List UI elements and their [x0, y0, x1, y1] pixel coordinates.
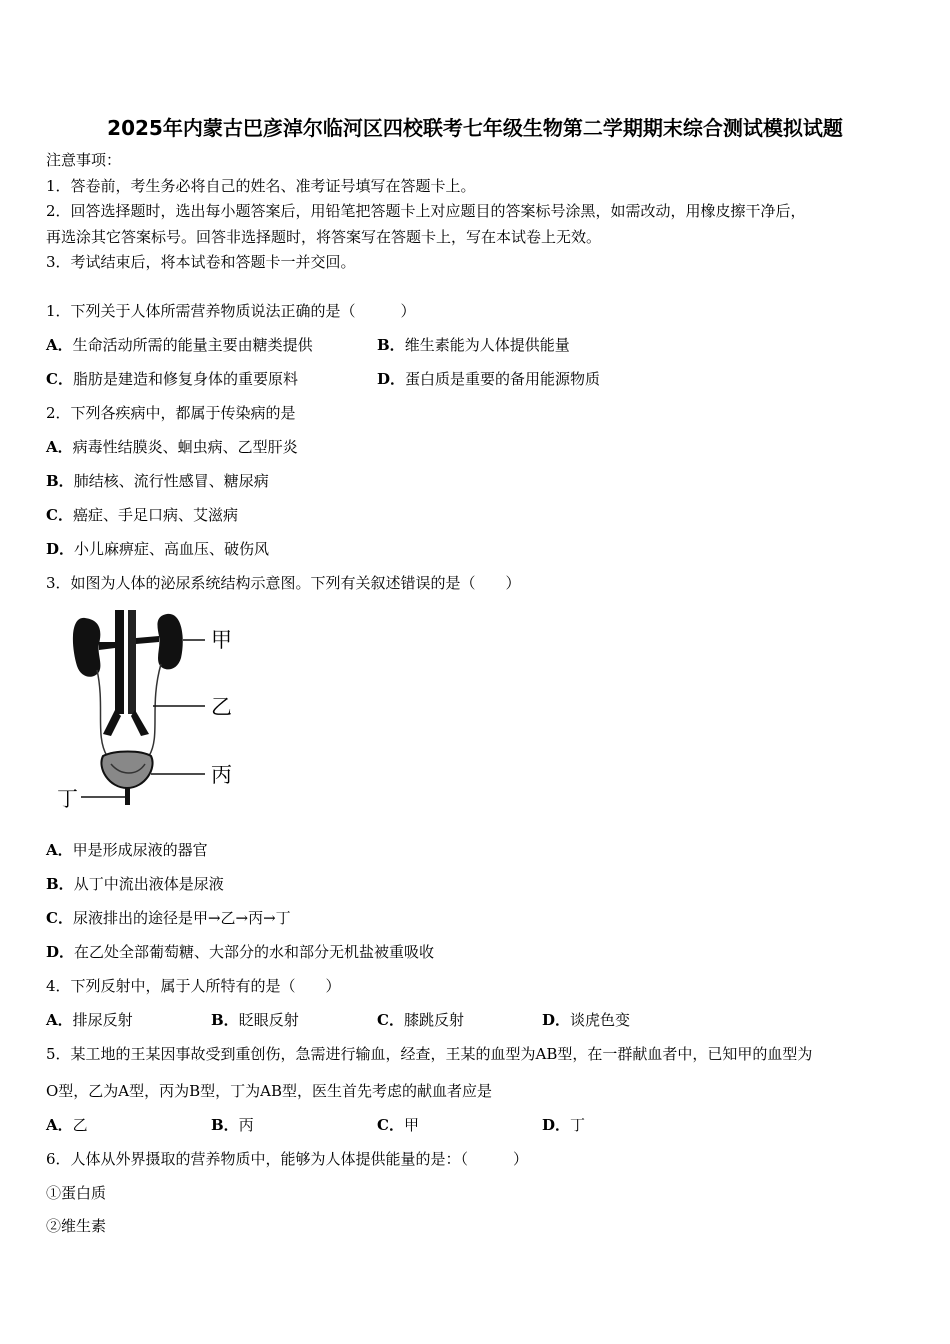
q4-option-a: A．排尿反射 [46, 1011, 133, 1029]
q1-option-a: A．生命活动所需的能量主要由糖类提供 [46, 336, 313, 354]
q2-option-a: A．病毒性结膜炎、蛔虫病、乙型肝炎 [46, 438, 298, 456]
notice-item: 1．答卷前，考生务必将自己的姓名、准考证号填写在答题卡上。 [46, 177, 476, 195]
right-kidney [157, 614, 182, 670]
notice-heading: 注意事项： [46, 151, 122, 169]
label-yi: 乙 [211, 695, 232, 719]
question-6-stem: 6．人体从外界摄取的营养物质中，能够为人体提供能量的是：（ ） [46, 1150, 529, 1168]
q5-option-c: C．甲 [377, 1116, 419, 1134]
question-2-stem: 2．下列各疾病中，都属于传染病的是 [46, 404, 296, 422]
left-kidney [73, 618, 101, 677]
notice-item: 2．回答选择题时，选出每小题答案后，用铅笔把答题卡上对应题目的答案标号涂黑，如需改动，用橡皮擦干净后， [46, 202, 806, 220]
notice-item: 再选涂其它答案标号。回答非选择题时，将答案写在答题卡上，写在本试卷上无效。 [46, 228, 602, 246]
q3-option-b: B．从丁中流出液体是尿液 [46, 875, 224, 893]
q2-option-b: B．肺结核、流行性感冒、糖尿病 [46, 472, 269, 490]
q1-option-c: C．脂肪是建造和修复身体的重要原料 [46, 370, 298, 388]
notice-item: 3．考试结束后，将本试卷和答题卡一并交回。 [46, 253, 356, 271]
urinary-system-diagram [45, 606, 245, 816]
q6-item: ②维生素 [46, 1217, 107, 1235]
question-5-stem-line-2: O型，乙为A型，丙为B型，丁为AB型，医生首先考虑的献血者应是 [46, 1082, 493, 1100]
q2-option-c: C．癌症、手足口病、艾滋病 [46, 506, 238, 524]
bladder [101, 752, 152, 789]
question-1-stem: 1．下列关于人体所需营养物质说法正确的是（ ） [46, 302, 416, 320]
q5-option-b: B．丙 [211, 1116, 254, 1134]
q6-item: ①蛋白质 [46, 1184, 107, 1202]
q5-option-a: A．乙 [46, 1116, 88, 1134]
page-title: 2025年内蒙古巴彦淖尔临河区四校联考七年级生物第二学期期末综合测试模拟试题 [107, 116, 843, 140]
q4-option-b: B．眨眼反射 [211, 1011, 299, 1029]
question-4-stem: 4．下列反射中，属于人所特有的是（ ） [46, 977, 341, 995]
q1-option-d: D．蛋白质是重要的备用能源物质 [377, 370, 601, 388]
label-ding: 丁 [57, 787, 78, 811]
q4-option-c: C．膝跳反射 [377, 1011, 464, 1029]
question-5-stem-line-1: 5．某工地的王某因事故受到重创伤，急需进行输血，经查，王某的血型为AB型，在一群献血者中，已知甲的血型为 [46, 1045, 813, 1063]
q3-option-d: D．在乙处全部葡萄糖、大部分的水和部分无机盐被重吸收 [46, 943, 435, 961]
q1-option-b: B．维生素能为人体提供能量 [377, 336, 570, 354]
question-3-stem: 3．如图为人体的泌尿系统结构示意图。下列有关叙述错误的是（ ） [46, 574, 521, 592]
q3-option-a: A．甲是形成尿液的器官 [46, 841, 208, 859]
label-bing: 丙 [211, 763, 232, 787]
q3-option-c: C．尿液排出的途径是甲→乙→丙→丁 [46, 909, 291, 927]
label-jia: 甲 [211, 628, 232, 652]
q2-option-d: D．小儿麻痹症、高血压、破伤风 [46, 540, 270, 558]
q4-option-d: D．谈虎色变 [542, 1011, 631, 1029]
q5-option-d: D．丁 [542, 1116, 586, 1134]
